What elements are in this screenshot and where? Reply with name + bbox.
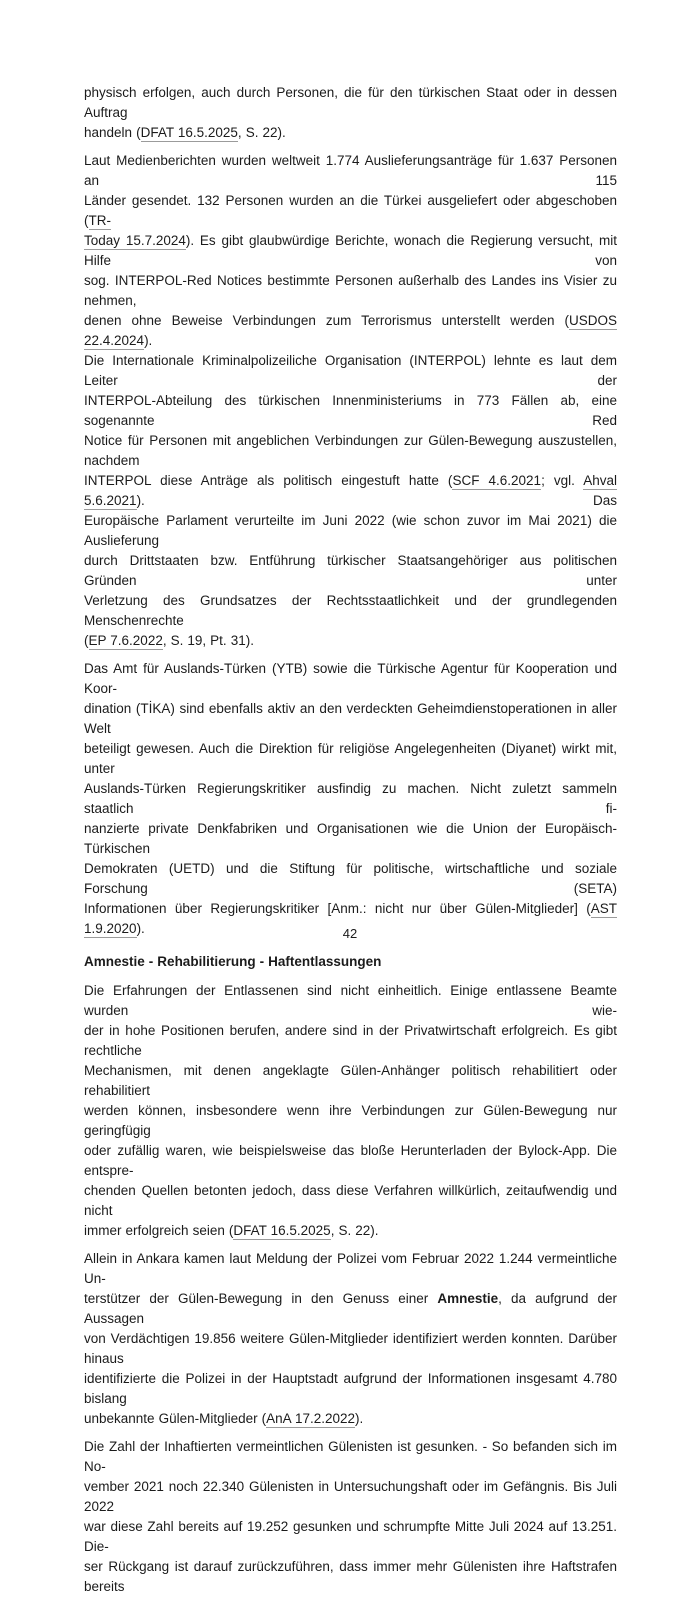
text-line	[84, 1101, 617, 1141]
text-run: chenden Quellen betonten jedoch, dass diese Verfahren willkürlich, zeitaufwendig und nicht	[84, 1183, 617, 1218]
text-line	[84, 271, 617, 311]
text-line	[84, 431, 617, 471]
citation-link[interactable]: USDOS 22.4.2024	[84, 313, 617, 348]
text-run: Das Amt für Auslands-Türken (YTB) sowie die Türkische Agentur für Kooperation und Koor-	[84, 661, 617, 696]
text-line	[84, 231, 617, 271]
text-line	[84, 511, 617, 551]
text-run: Informationen über Regierungskritiker [Anm.: nicht nur über Gülen-Mitglieder] (	[84, 901, 591, 916]
text-run: Mechanismen, mit denen angeklagte Gülen-Anhänger politisch rehabilitiert oder rehabilitiert	[84, 1063, 617, 1098]
paragraph	[84, 981, 617, 1241]
text-run: unbekannte Gülen-Mitglieder (	[84, 1411, 267, 1426]
text-line	[84, 739, 617, 779]
text-run: identifizierte die Polizei in der Hauptstadt aufgrund der Informationen insgesamt 4.780 bislang	[84, 1371, 617, 1406]
text-line	[84, 1061, 617, 1101]
document-content	[84, 83, 617, 1605]
text-run: Notice für Personen mit angeblichen Verbindungen zur Gülen-Bewegung auszustellen, nachdem	[84, 433, 617, 468]
text-line	[84, 631, 617, 651]
text-run: Allein in Ankara kamen laut Meldung der Polizei vom Februar 2022 1.244 vermeintliche Un-	[84, 1251, 617, 1286]
text-run: Die Zahl der Inhaftierten vermeintlichen Gülenisten ist gesunken. - So befanden sich im No-	[84, 1439, 617, 1474]
text-line	[84, 859, 617, 899]
text-line	[84, 699, 617, 739]
text-run: vember 2021 noch 22.340 Gülenisten in Untersuchungshaft oder im Gefängnis. Bis Juli 2022	[84, 1479, 617, 1514]
citation-link[interactable]: EP 7.6.2022	[88, 633, 163, 648]
text-line	[84, 1409, 617, 1429]
text-run: nanzierte private Denkfabriken und Organisationen wie die Union der Europäisch-Türkischen	[84, 821, 617, 856]
text-line	[84, 1329, 617, 1369]
text-line	[84, 1517, 617, 1557]
text-run: INTERPOL-Abteilung des türkischen Innenministeriums in 773 Fällen ab, eine sogenannte Red	[84, 393, 617, 428]
text-run: oder zufällig waren, wie beispielsweise das bloße Herunterladen der Bylock-App. Die entspre-	[84, 1143, 617, 1178]
paragraph	[84, 1437, 617, 1597]
text-line	[84, 819, 617, 859]
paragraph	[84, 659, 617, 939]
paragraph	[84, 1249, 617, 1429]
page-number: 42	[342, 926, 358, 941]
text-line	[84, 1437, 617, 1477]
citation-link[interactable]: SCF 4.6.2021	[452, 473, 542, 488]
citation-link[interactable]: DFAT 16.5.2025	[140, 125, 238, 140]
text-run: ). Das	[136, 493, 617, 508]
citation-link[interactable]: Today 15.7.2024	[84, 233, 186, 248]
text-run: , da aufgrund der Aussagen	[84, 1291, 618, 1326]
text-line	[84, 1477, 617, 1517]
text-line	[84, 1369, 617, 1409]
citation-link[interactable]: AnA 17.2.2022	[266, 1411, 356, 1426]
text-run: ).	[144, 333, 153, 348]
text-run: physisch erfolgen, auch durch Personen, die für den türkischen Staat oder in dessen Auftrag	[84, 85, 617, 120]
text-run: , S. 22).	[237, 125, 286, 140]
text-run: Die Erfahrungen der Entlassenen sind nicht einheitlich. Einige entlassene Beamte wurden wie-	[84, 983, 617, 1018]
text-line	[84, 471, 617, 511]
text-run: Länder gesendet. 132 Personen wurden an die Türkei ausgeliefert oder abgeschoben (	[84, 193, 617, 228]
text-run: Laut Medienberichten wurden weltweit 1.774 Auslieferungsanträge für 1.637 Personen an 115	[84, 153, 617, 188]
text-run: ). Es gibt glaubwürdige Berichte, wonach die Regierung versucht, mit Hilfe von	[84, 233, 617, 268]
text-run: ser Rückgang ist darauf zurückzuführen, dass immer mehr Gülenisten ihre Haftstrafen bereits	[84, 1559, 617, 1594]
text-line	[84, 659, 617, 699]
emphasis-text: Amnestie - Rehabilitierung - Haftentlassungen	[84, 954, 382, 969]
text-line	[84, 1221, 617, 1241]
text-line	[84, 981, 617, 1021]
text-line	[84, 952, 617, 972]
paragraph	[84, 83, 617, 143]
text-run: ).	[355, 1411, 364, 1426]
citation-link[interactable]: AST 1.9.2020	[84, 901, 617, 936]
text-run: werden können, insbesondere wenn ihre Verbindungen zur Gülen-Bewegung nur geringfügig	[84, 1103, 617, 1138]
text-run: Verletzung des Grundsatzes der Rechtsstaatlichkeit und der grundlegenden Menschenrechte	[84, 593, 617, 628]
text-run: denen ohne Beweise Verbindungen zum Terrorismus unterstellt werden (	[84, 313, 569, 328]
text-line	[84, 591, 617, 631]
text-run: immer erfolgreich seien (	[84, 1223, 234, 1238]
text-run: dination (TİKA) sind ebenfalls aktiv an den verdeckten Geheimdienstoperationen in aller Welt	[84, 701, 617, 736]
text-run: Demokraten (UETD) und die Stiftung für politische, wirtschaftliche und soziale Forschung (SETA)	[84, 861, 617, 896]
text-line	[84, 1021, 617, 1061]
text-run: der in hohe Positionen berufen, andere sind in der Privatwirtschaft erfolgreich. Es gibt rechtliche	[84, 1023, 617, 1058]
text-line	[84, 391, 617, 431]
text-run: beteiligt gewesen. Auch die Direktion für religiöse Angelegenheiten (Diyanet) wirkt mit, unter	[84, 741, 617, 776]
text-line	[84, 151, 617, 191]
text-line	[84, 779, 617, 819]
text-run: ; vgl.	[541, 473, 584, 488]
text-run: durch Drittstaaten bzw. Entführung türkischer Staatsangehöriger aus politischen Gründen unter	[84, 553, 617, 588]
text-run: Die Internationale Kriminalpolizeiliche Organisation (INTERPOL) lehnte es laut dem Leiter der	[84, 353, 617, 388]
text-line	[84, 83, 617, 123]
text-line	[84, 1289, 617, 1329]
emphasis-text: Amnestie	[437, 1291, 499, 1306]
text-run: (	[84, 633, 89, 648]
text-line	[84, 1141, 617, 1181]
text-run: Europäische Parlament verurteilte im Juni 2022 (wie schon zuvor im Mai 2021) die Auslieferung	[84, 513, 617, 548]
text-line	[84, 1249, 617, 1289]
text-line	[84, 191, 617, 231]
text-run: , S. 22).	[330, 1223, 379, 1238]
text-run: terstützer der Gülen-Bewegung in den Genuss einer	[84, 1291, 438, 1306]
paragraph	[84, 151, 617, 651]
section-heading	[84, 952, 617, 972]
citation-link[interactable]: DFAT 16.5.2025	[233, 1223, 331, 1238]
text-run: , S. 19, Pt. 31).	[162, 633, 254, 648]
text-line	[84, 1557, 617, 1597]
text-line	[84, 551, 617, 591]
text-run: INTERPOL diese Anträge als politisch eingestuft hatte (	[84, 473, 453, 488]
text-line	[84, 351, 617, 391]
citation-link[interactable]: TR-	[88, 213, 111, 228]
text-line	[84, 1181, 617, 1221]
text-run: handeln (	[84, 125, 141, 140]
citation-link[interactable]: Ahval 5.6.2021	[84, 473, 618, 508]
text-run: Auslands-Türken Regierungskritiker ausfindig zu machen. Nicht zuletzt sammeln staatlich fi-	[84, 781, 617, 816]
text-run: war diese Zahl bereits auf 19.252 gesunken und schrumpfte Mitte Juli 2024 auf 13.251. Die-	[84, 1519, 617, 1554]
text-line	[84, 311, 617, 351]
text-run: sog. INTERPOL-Red Notices bestimmte Personen außerhalb des Landes ins Visier zu nehmen,	[84, 273, 617, 308]
text-line	[84, 123, 617, 143]
text-run: ).	[136, 921, 145, 936]
text-run: von Verdächtigen 19.856 weitere Gülen-Mitglieder identifiziert werden konnten. Darüber hinaus	[84, 1331, 617, 1366]
